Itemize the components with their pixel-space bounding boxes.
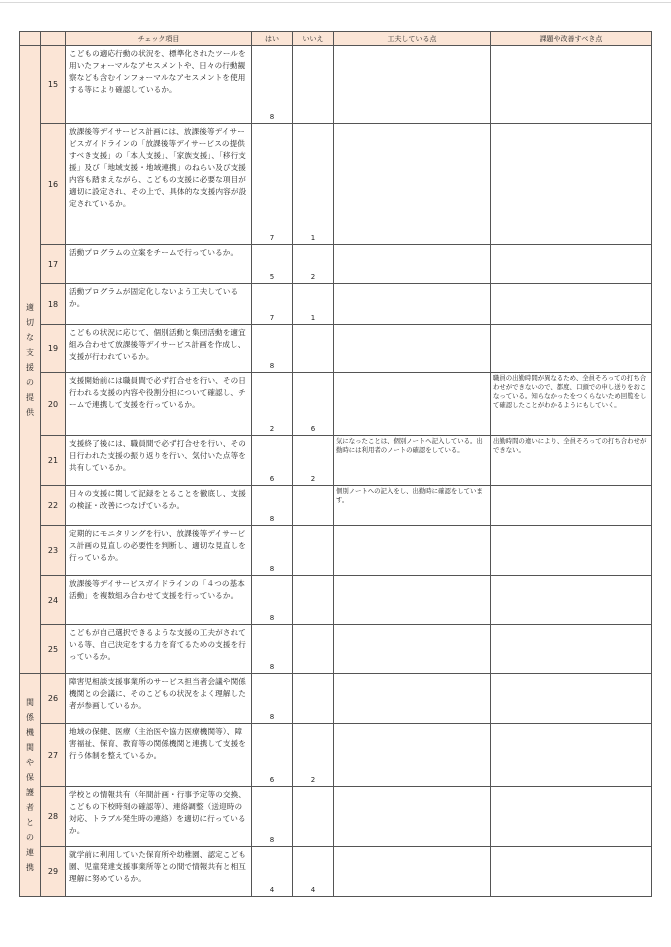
table-row bbox=[20, 674, 652, 724]
issues-cell bbox=[491, 576, 652, 625]
row-number: 27 bbox=[41, 724, 66, 787]
check-item-text: 放課後等デイサービス計画には、放課後等デイサービスガイドラインの「放課後等デイサービスの提供すべき支援」の「本人支援」、「家族支援」、「移行支援」及び「地域支援・地域連携」のねらい及び支援内容も踏まえながら、こどもの支援に必要な項目が適切に設定され、その上で、具体的な支援内容が設定されているか。 bbox=[66, 124, 252, 245]
check-item-text: 障害児相談支援事業所のサービス担当者会議や関係機関との会議に、そのこどもの状況をよく理解した者が参画しているか。 bbox=[66, 674, 252, 724]
issues-cell bbox=[491, 124, 652, 245]
table-row bbox=[20, 847, 652, 897]
category-label: 適切な支援の提供 bbox=[26, 302, 34, 417]
good-points-cell bbox=[334, 526, 491, 576]
issues-cell bbox=[491, 674, 652, 724]
row-number: 28 bbox=[41, 787, 66, 847]
issues-cell bbox=[491, 625, 652, 674]
no-count bbox=[293, 674, 334, 724]
check-item-text: 活動プログラムが固定化しないよう工夫しているか。 bbox=[66, 284, 252, 325]
table-row bbox=[20, 787, 652, 847]
no-count: 1 bbox=[293, 124, 334, 245]
row-number: 18 bbox=[41, 284, 66, 325]
check-item-text: 放課後等デイサービスガイドラインの「４つの基本活動」を複数組み合わせて支援を行っているか。 bbox=[66, 576, 252, 625]
header-no: いいえ bbox=[293, 32, 334, 46]
table-row bbox=[20, 436, 652, 486]
header-number bbox=[41, 32, 66, 46]
no-count: 6 bbox=[293, 373, 334, 436]
issues-cell: 出勤時間の違いにより、全員そろっての打ち合わせができない。 bbox=[491, 436, 652, 486]
good-points-cell bbox=[334, 674, 491, 724]
yes-count: 6 bbox=[252, 724, 293, 787]
check-item-text: こどもの適応行動の状況を、標準化されたツールを用いたフォーマルなアセスメントや、日々の行動観察なども含むインフォーマルなアセスメントを使用する等により確認しているか。 bbox=[66, 46, 252, 124]
row-number: 19 bbox=[41, 325, 66, 373]
table-row bbox=[20, 46, 652, 124]
no-count bbox=[293, 325, 334, 373]
check-item-text: 支援開始前には職員間で必ず打合せを行い、その日行われる支援の内容や役割分担について確認し、チームで連携して支援を行っているか。 bbox=[66, 373, 252, 436]
row-number: 17 bbox=[41, 245, 66, 284]
table-row bbox=[20, 576, 652, 625]
row-number: 16 bbox=[41, 124, 66, 245]
yes-count: 5 bbox=[252, 245, 293, 284]
issues-cell bbox=[491, 787, 652, 847]
yes-count: 8 bbox=[252, 325, 293, 373]
category-cell-support bbox=[20, 46, 41, 674]
table-row bbox=[20, 373, 652, 436]
category-label: 関係機関や保護者との連携 bbox=[26, 698, 34, 872]
yes-count: 2 bbox=[252, 373, 293, 436]
row-number: 21 bbox=[41, 436, 66, 486]
table-row bbox=[20, 526, 652, 576]
table-row bbox=[20, 486, 652, 526]
check-item-text: こどもの状況に応じて、個別活動と集団活動を適宜組み合わせて放課後等デイサービス計画を作成し、支援が行われているか。 bbox=[66, 325, 252, 373]
table-row bbox=[20, 724, 652, 787]
no-count bbox=[293, 787, 334, 847]
header-issues: 課題や改善すべき点 bbox=[491, 32, 652, 46]
check-item-text: 就学前に利用していた保育所や幼稚園、認定こども園、児童発達支援事業所等との間で情報共有と相互理解に努めているか。 bbox=[66, 847, 252, 897]
no-count: 2 bbox=[293, 724, 334, 787]
good-points-cell bbox=[334, 284, 491, 325]
check-item-text: 支援終了後には、職員間で必ず打合せを行い、その日行われた支援の振り返りを行い、気付いた点等を共有しているか。 bbox=[66, 436, 252, 486]
good-points-cell bbox=[334, 847, 491, 897]
row-number: 25 bbox=[41, 625, 66, 674]
good-points-cell bbox=[334, 325, 491, 373]
good-points-cell: 個別ノートへの記入をし、出勤時に確認をしています。 bbox=[334, 486, 491, 526]
yes-count: 8 bbox=[252, 486, 293, 526]
yes-count: 8 bbox=[252, 526, 293, 576]
table-row bbox=[20, 284, 652, 325]
check-item-text: 学校との情報共有（年間計画・行事予定等の交換、こどもの下校時刻の確認等）、連絡調整（送迎時の対応、トラブル発生時の連絡）を適切に行っているか。 bbox=[66, 787, 252, 847]
no-count bbox=[293, 526, 334, 576]
row-number: 26 bbox=[41, 674, 66, 724]
good-points-cell: 気になったことは、個別ノートへ記入している。出勤時には利用者のノートの確認をしている。 bbox=[334, 436, 491, 486]
row-number: 24 bbox=[41, 576, 66, 625]
check-item-text: 日々の支援に関して記録をとることを徹底し、支援の検証・改善につなげているか。 bbox=[66, 486, 252, 526]
no-count: 2 bbox=[293, 245, 334, 284]
yes-count: 8 bbox=[252, 625, 293, 674]
row-number: 23 bbox=[41, 526, 66, 576]
table-row bbox=[20, 625, 652, 674]
header-check-item: チェック項目 bbox=[66, 32, 252, 46]
yes-count: 8 bbox=[252, 576, 293, 625]
yes-count: 4 bbox=[252, 847, 293, 897]
check-item-text: こどもが自己選択できるような支援の工夫がされている等、自己決定をする力を育てるための支援を行っているか。 bbox=[66, 625, 252, 674]
good-points-cell bbox=[334, 245, 491, 284]
header-yes: はい bbox=[252, 32, 293, 46]
issues-cell bbox=[491, 245, 652, 284]
top-rule bbox=[0, 2, 671, 3]
no-count bbox=[293, 486, 334, 526]
header-row bbox=[20, 32, 652, 46]
issues-cell bbox=[491, 526, 652, 576]
good-points-cell bbox=[334, 576, 491, 625]
issues-cell bbox=[491, 325, 652, 373]
row-number: 22 bbox=[41, 486, 66, 526]
good-points-cell bbox=[334, 787, 491, 847]
table-row bbox=[20, 124, 652, 245]
good-points-cell bbox=[334, 46, 491, 124]
yes-count: 8 bbox=[252, 674, 293, 724]
table-row bbox=[20, 325, 652, 373]
no-count: 4 bbox=[293, 847, 334, 897]
issues-cell bbox=[491, 486, 652, 526]
yes-count: 6 bbox=[252, 436, 293, 486]
no-count: 2 bbox=[293, 436, 334, 486]
issues-cell bbox=[491, 46, 652, 124]
self-evaluation-table bbox=[19, 31, 652, 897]
category-cell-cooperation bbox=[20, 674, 41, 897]
row-number: 15 bbox=[41, 46, 66, 124]
yes-count: 8 bbox=[252, 46, 293, 124]
row-number: 20 bbox=[41, 373, 66, 436]
header-good-points: 工夫している点 bbox=[334, 32, 491, 46]
no-count bbox=[293, 46, 334, 124]
yes-count: 7 bbox=[252, 124, 293, 245]
check-item-text: 定期的にモニタリングを行い、放課後等デイサービス計画の見直しの必要性を判断し、適切な見直しを行っているか。 bbox=[66, 526, 252, 576]
no-count bbox=[293, 576, 334, 625]
no-count: 1 bbox=[293, 284, 334, 325]
issues-cell bbox=[491, 284, 652, 325]
check-item-text: 活動プログラムの立案をチームで行っているか。 bbox=[66, 245, 252, 284]
good-points-cell bbox=[334, 373, 491, 436]
header-category bbox=[20, 32, 41, 46]
row-number: 29 bbox=[41, 847, 66, 897]
no-count bbox=[293, 625, 334, 674]
yes-count: 7 bbox=[252, 284, 293, 325]
issues-cell: 職員の出勤時間が異なるため、全員そろっての打ち合わせができないので、都度、口頭での申し送りをおこなっている。知らなかったをつくらないため回覧をして確認したことがわかるようにもしていく。 bbox=[491, 373, 652, 436]
issues-cell bbox=[491, 724, 652, 787]
good-points-cell bbox=[334, 724, 491, 787]
check-item-text: 地域の保健、医療（主治医や協力医療機関等）、障害福祉、保育、教育等の関係機関と連携して支援を行う体制を整えているか。 bbox=[66, 724, 252, 787]
issues-cell bbox=[491, 847, 652, 897]
yes-count: 8 bbox=[252, 787, 293, 847]
table-row bbox=[20, 245, 652, 284]
good-points-cell bbox=[334, 124, 491, 245]
good-points-cell bbox=[334, 625, 491, 674]
